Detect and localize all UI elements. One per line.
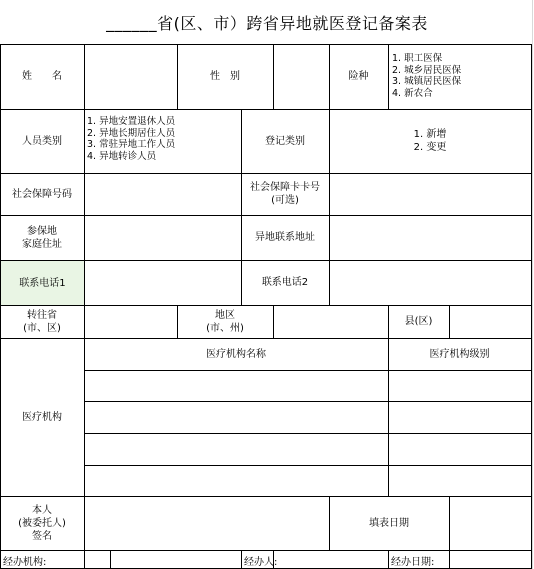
phone1-field[interactable] <box>84 260 241 305</box>
reg-type-label: 登记类别 <box>265 135 305 147</box>
self-label-line1: 本人 <box>32 504 52 516</box>
region-field[interactable] <box>273 305 388 338</box>
self-label-line2: (被委托人) <box>18 517 66 529</box>
inst-level-field[interactable] <box>388 401 531 433</box>
category-option: 1. 异地安置退休人员 <box>87 116 176 127</box>
title-text: 省(区、市）跨省异地就医登记备案表 <box>157 13 428 33</box>
reg-type-option: 1. 新增 <box>413 129 447 140</box>
home-address-label <box>0 215 84 260</box>
insurance-option: 4. 新农合 <box>392 87 433 99</box>
inst-level-field[interactable] <box>388 370 531 401</box>
ssn-label: 社会保障号码 <box>12 188 72 200</box>
inst-name-header: 医疗机构名称 <box>206 348 266 360</box>
card-field[interactable] <box>329 173 531 215</box>
gender-label: 性 别 <box>210 71 240 82</box>
name-label: 姓 名 <box>22 71 62 82</box>
remote-address-label: 异地联系地址 <box>255 232 315 243</box>
card-label-line2: (可选) <box>271 195 299 206</box>
remote-address-field[interactable] <box>329 215 531 260</box>
agency-label: 经办机构: <box>3 557 47 568</box>
card-label-line1: 社会保障卡卡号 <box>250 182 320 193</box>
home-label-line2: 家庭住址 <box>22 238 62 250</box>
card-label <box>241 173 329 215</box>
region-label-line1: 地区 <box>215 309 235 321</box>
category-option: 3. 常驻异地工作人员 <box>87 139 176 150</box>
inst-level-header: 医疗机构级别 <box>429 348 490 360</box>
category-option: 4. 异地转诊人员 <box>87 150 157 162</box>
name-field[interactable] <box>84 44 177 109</box>
province-label <box>0 305 84 338</box>
fill-date-field[interactable] <box>449 496 531 550</box>
self-signature-label <box>0 496 84 550</box>
institution-label: 医疗机构 <box>22 411 62 423</box>
title-blank: ______ <box>106 12 158 32</box>
inst-name-field[interactable] <box>84 465 388 496</box>
gender-field[interactable] <box>273 44 329 109</box>
inst-level-field[interactable] <box>388 433 531 465</box>
category-option: 2. 异地长期居住人员 <box>87 127 176 139</box>
phone1-label: 联系电话1 <box>1 261 84 305</box>
handler-label: 经办人: <box>244 557 278 568</box>
inst-name-field[interactable] <box>84 433 388 465</box>
reg-type-options[interactable] <box>329 109 531 173</box>
insurance-option: 1. 职工医保 <box>392 53 443 64</box>
fill-date-label: 填表日期 <box>369 517 409 529</box>
phone2-field[interactable] <box>329 260 531 305</box>
region-label-line2: (市、州) <box>206 322 244 334</box>
category-options[interactable] <box>87 116 239 162</box>
reg-type-option: 2. 变更 <box>413 142 447 153</box>
category-label: 人员类别 <box>22 135 62 147</box>
signature-field[interactable] <box>84 496 329 550</box>
province-field[interactable] <box>84 305 177 338</box>
county-label: 县(区) <box>404 316 433 327</box>
self-label-line3: 签名 <box>32 530 52 542</box>
insurance-option: 3. 城镇居民医保 <box>392 76 462 87</box>
home-address-field[interactable] <box>84 215 241 260</box>
county-field[interactable] <box>449 305 531 338</box>
inst-name-field[interactable] <box>84 401 388 433</box>
insurance-option: 2. 城乡居民医保 <box>392 64 462 76</box>
region-label <box>177 305 273 338</box>
insurance-label: 险种 <box>348 71 369 82</box>
province-label-line2: (市、区) <box>23 322 61 334</box>
home-label-line1: 参保地 <box>27 225 57 237</box>
ssn-field[interactable] <box>84 173 241 215</box>
handle-date-label: 经办日期: <box>391 557 435 568</box>
phone2-label: 联系电话2 <box>261 277 309 288</box>
province-label-line1: 转往省 <box>27 309 57 321</box>
insurance-options[interactable] <box>392 53 530 99</box>
inst-level-field[interactable] <box>388 465 531 496</box>
inst-name-field[interactable] <box>84 370 388 401</box>
